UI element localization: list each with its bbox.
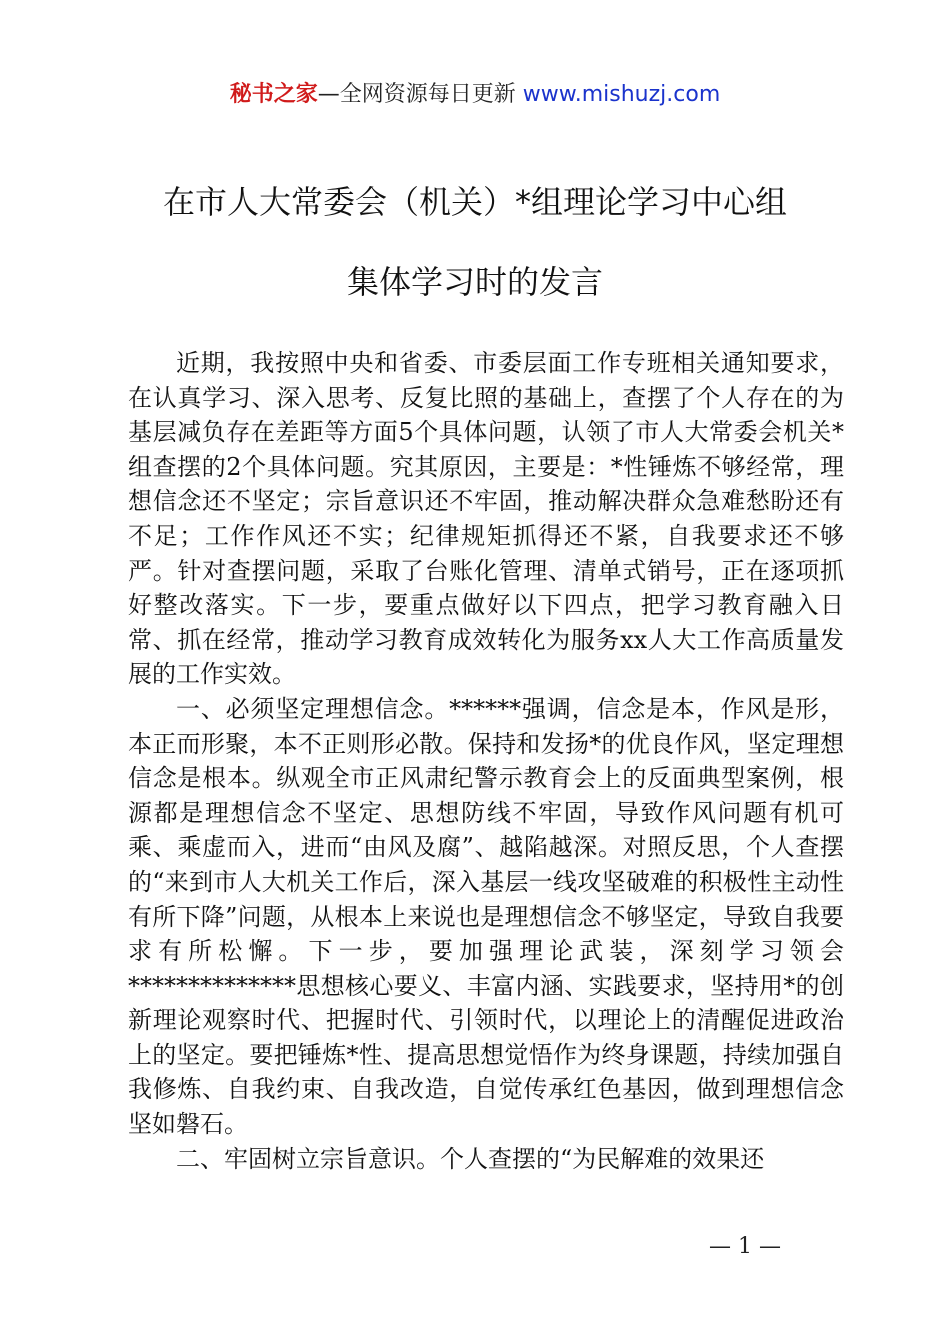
page-number: — 1 — [709,1234,781,1259]
paragraph-section-1: 一、必须坚定理想信念。******强调，信念是本，作风是形，本正而形聚，本不正则形必散。保持和发扬*的优良作风，坚定理想信念是根本。纵观全市正风肃纪警示教育会上的反面典型案例，根源都是理想信念不坚定、思想防线不牢固，导致作风问题有机可乘、乘虚而入，进而“由风及腐”、越陷越深。对照反思，个人查摆的“来到市人大机关工作后，深入基层一线攻坚破难的积极性主动性有所下降”问题，从根本上来说也是理想信念不够坚定，导致自我要求有所松懈。下一步，要加强理论武装，深刻学习领会**************思想核心要义、丰富内涵、实践要求，坚持用*的创新理论观察时代、把握时代、引领时代，以理论上的清醒促进政治上的坚定。要把锤炼*性、提高思想觉悟作为终身课题，持续加强自我修炼、自我约束、自我改造，自觉传承红色基因，做到理想信念坚如磐石。 [128,694,844,1139]
site-brand: 秘书之家 [229,82,318,107]
document-title [60,162,890,322]
paragraph-intro: 近期，我按照中央和省委、市委层面工作专班相关通知要求，在认真学习、深入思考、反复比照的基础上，查摆了个人存在的为基层减负存在差距等方面5个具体问题，认领了市人大常委会机关*组查摆的2个具体问题。究其原因，主要是：*性锤炼不够经常，理想信念还不坚定；宗旨意识还不牢固，推动解决群众急难愁盼还有不足；工作作风还不实；纪律规矩抓得还不紧，自我要求还不够严。针对查摆问题，采取了台账化管理、清单式销号，正在逐项抓好整改落实。下一步，要重点做好以下四点，把学习教育融入日常、抓在经常，推动学习教育成效转化为服务xx人大工作高质量发展的工作实效。 [128,349,844,689]
paragraph-section-2: 二、牢固树立宗旨意识。个人查摆的“为民解难的效果还 [176,1144,765,1173]
document-title-line-2: 集体学习时的发言 [346,263,603,301]
document-body [128,346,844,1176]
site-slogan: —全网资源每日更新 [317,82,523,107]
site-banner [0,80,950,110]
document-title-line-1: 在市人大常委会（机关）*组理论学习中心组 [162,183,787,221]
site-url-link[interactable]: www.mishuzj.com [522,82,721,107]
